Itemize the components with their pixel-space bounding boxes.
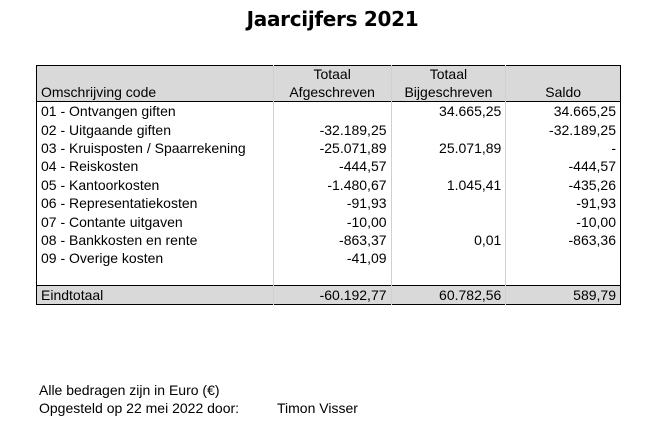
prepared-line	[39, 399, 358, 417]
row-bijgeschreven	[391, 120, 506, 138]
header-description: Omschrijving code	[37, 83, 274, 102]
row-saldo	[506, 249, 621, 267]
row-description: 02 - Uitgaande giften	[37, 120, 274, 138]
table-row	[37, 231, 621, 249]
row-afgeschreven	[273, 102, 391, 121]
header-afgeschreven-top: Totaal	[273, 66, 391, 84]
header-afgeschreven: Afgeschreven	[273, 83, 391, 102]
header-bijgeschreven: Bijgeschreven	[391, 83, 506, 102]
row-saldo: -32.189,25	[549, 121, 616, 138]
table-row	[37, 139, 621, 157]
total-saldo: 589,79	[506, 285, 621, 304]
row-saldo: -10,00	[576, 213, 616, 230]
row-bijgeschreven	[391, 157, 506, 175]
total-bijgeschreven: 60.782,56	[391, 285, 506, 304]
page-title: Jaarcijfers 2021	[246, 7, 419, 31]
row-bijgeschreven	[391, 212, 506, 230]
total-row	[37, 285, 621, 304]
row-bijgeschreven	[391, 194, 506, 212]
table-row	[37, 212, 621, 230]
row-saldo: -91,93	[576, 195, 616, 212]
row-afgeschreven: -863,37	[273, 231, 391, 249]
row-afgeschreven: -91,93	[273, 194, 391, 212]
header-blank	[37, 66, 274, 84]
row-saldo: -435,26	[568, 176, 616, 193]
row-description: 07 - Contante uitgaven	[37, 212, 274, 230]
financial-table	[36, 65, 621, 305]
total-afgeschreven: -60.192,77	[273, 285, 391, 304]
row-bijgeschreven: 34.665,25	[391, 102, 506, 121]
footer	[39, 381, 358, 417]
table-row	[37, 249, 621, 267]
row-saldo: -	[611, 139, 616, 156]
row-description: 06 - Representatiekosten	[37, 194, 274, 212]
row-description: 01 - Ontvangen giften	[37, 102, 274, 121]
table-row-blank	[37, 268, 621, 286]
row-description: 04 - Reiskosten	[37, 157, 274, 175]
table-row	[37, 176, 621, 194]
row-saldo: 34.665,25	[506, 102, 621, 121]
currency-note: Alle bedragen zijn in Euro (€)	[39, 382, 220, 398]
row-afgeschreven: -1.480,67	[273, 176, 391, 194]
table-row	[37, 120, 621, 138]
row-description: 05 - Kantoorkosten	[37, 176, 274, 194]
row-bijgeschreven	[391, 249, 506, 267]
row-afgeschreven: -10,00	[273, 212, 391, 230]
row-bijgeschreven: 25.071,89	[391, 139, 506, 157]
header-saldo: Saldo	[506, 83, 621, 102]
row-afgeschreven: -25.071,89	[273, 139, 391, 157]
row-description: 09 - Overige kosten	[37, 249, 274, 267]
row-bijgeschreven: 1.045,41	[391, 176, 506, 194]
total-label: Eindtotaal	[37, 285, 274, 304]
prepared-label: Opgesteld op 22 mei 2022 door:	[39, 400, 240, 416]
row-saldo: -863,36	[568, 231, 616, 248]
row-afgeschreven: -32.189,25	[273, 120, 391, 138]
row-afgeschreven: -444,57	[273, 157, 391, 175]
row-description: 03 - Kruisposten / Spaarrekening	[37, 139, 274, 157]
row-saldo: -444,57	[568, 158, 616, 175]
row-afgeschreven: -41,09	[273, 249, 391, 267]
table-row	[37, 194, 621, 212]
header-saldo-top	[506, 66, 621, 84]
row-description: 08 - Bankkosten en rente	[37, 231, 274, 249]
table-row	[37, 102, 621, 121]
header-bijgeschreven-top: Totaal	[391, 66, 506, 84]
table-row	[37, 157, 621, 175]
prepared-by: Timon Visser	[277, 400, 358, 416]
row-bijgeschreven: 0,01	[391, 231, 506, 249]
